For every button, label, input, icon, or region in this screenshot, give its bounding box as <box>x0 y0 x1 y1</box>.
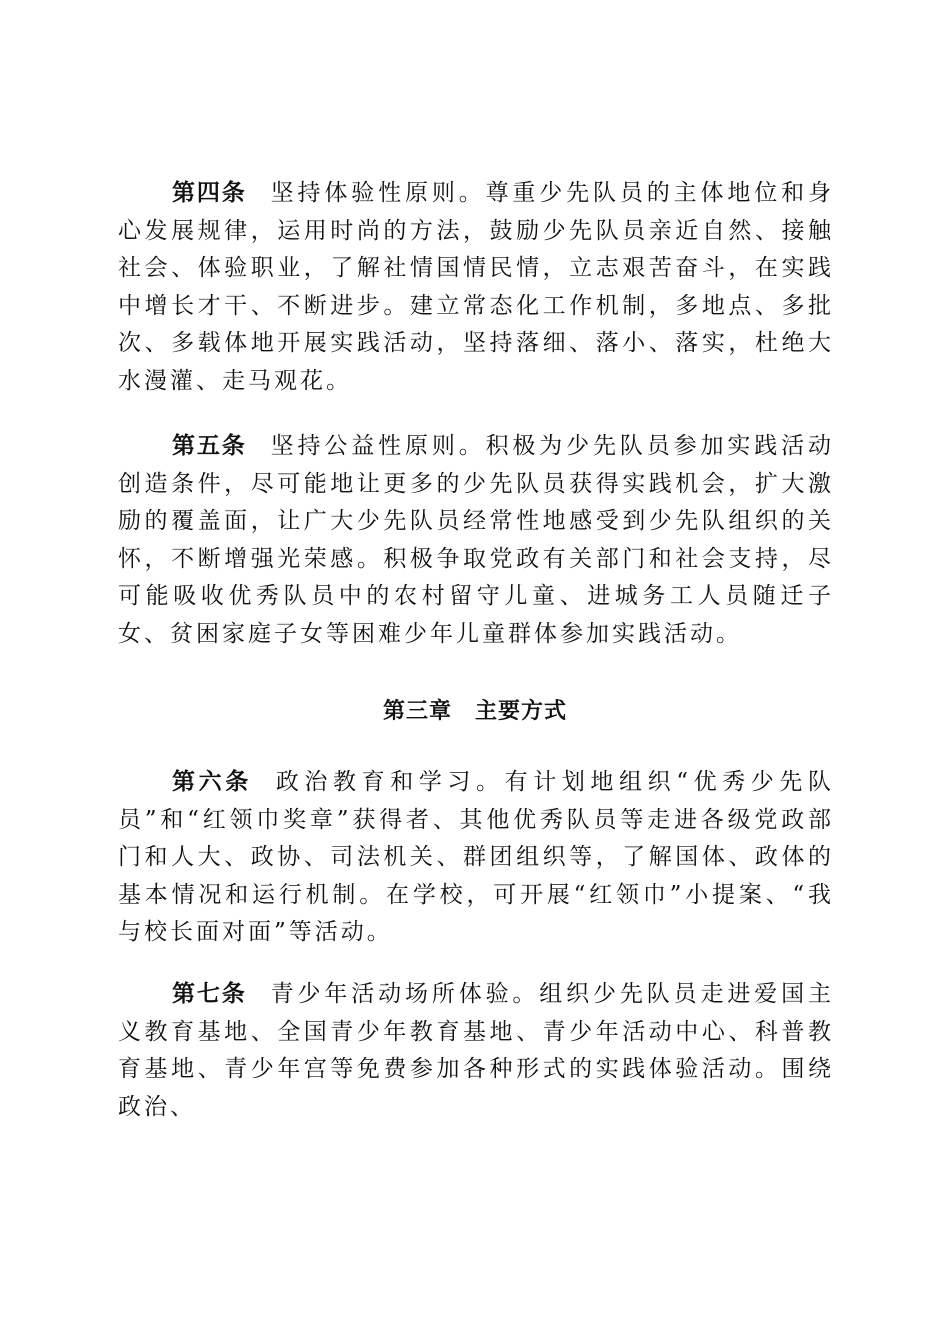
article-5-heading: 第五条 <box>172 433 247 459</box>
article-7-text: 青少年活动场所体验。组织少先队员走进爱国主义教育基地、全国青少年教育基地、青少年活动中心、科普教育基地、青少年宫等免费参加各种形式的实践体验活动。围绕政治、 <box>118 981 835 1120</box>
chapter-3-title: 第三章 主要方式 <box>382 699 567 724</box>
article-4-paragraph <box>118 175 834 400</box>
article-5-text: 坚持公益性原则。积极为少先队员参加实践活动创造条件，尽可能地让更多的少先队员获得实践机会，扩大激励的覆盖面，让广大少先队员经常性地感受到少先队组织的关怀，不断增强光荣感。积极争取党政有关部门和社会支持，尽可能吸收优秀队员中的农村留守儿童、进城务工人员随迁子女、贫困家庭子女等困难少年儿童群体参加实践活动。 <box>118 433 835 647</box>
article-7-paragraph <box>118 976 834 1126</box>
article-6-text: 政治教育和学习。有计划地组织“优秀少先队员”和“红领巾奖章”获得者、其他优秀队员等走进各级党政部门和人大、政协、司法机关、群团组织等，了解国体、政体的基本情况和运行机制。在学校，可开展“红领巾”小提案、“我与校长面对面”等活动。 <box>118 769 835 945</box>
article-4-heading: 第四条 <box>172 180 247 206</box>
article-7-heading: 第七条 <box>172 981 247 1007</box>
article-6-heading: 第六条 <box>172 769 252 795</box>
article-5-paragraph <box>118 428 834 653</box>
article-4-text: 坚持体验性原则。尊重少先队员的主体地位和身心发展规律，运用时尚的方法，鼓励少先队员亲近自然、接触社会、体验职业，了解社情国情民情，立志艰苦奋斗，在实践中增长才干、不断进步。建立常态化工作机制，多地点、多批次、多载体地开展实践活动，坚持落细、落小、落实，杜绝大水漫灌、走马观花。 <box>118 180 835 394</box>
article-6-paragraph <box>118 764 834 952</box>
